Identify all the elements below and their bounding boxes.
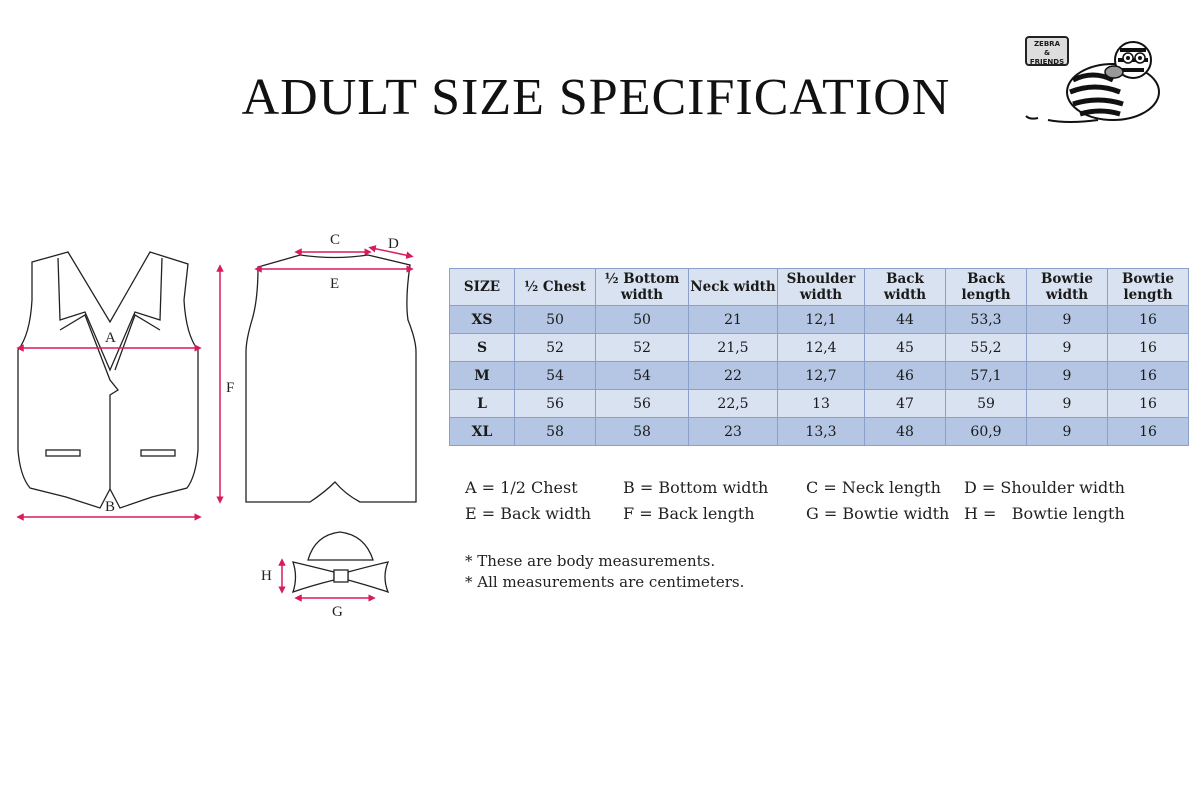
legend-item: C = Neck length (806, 478, 941, 497)
header-half-chest: ½ Chest (515, 269, 596, 306)
table-cell: XS (450, 306, 515, 334)
table-cell: 9 (1027, 390, 1108, 418)
table-cell: 54 (596, 362, 689, 390)
table-cell: 21 (689, 306, 778, 334)
table-cell: 52 (596, 334, 689, 362)
table-cell: 16 (1108, 362, 1189, 390)
table-cell: 16 (1108, 390, 1189, 418)
table-cell: 23 (689, 418, 778, 446)
table-cell: 58 (515, 418, 596, 446)
header-bowtie-width: Bowtie width (1027, 269, 1108, 306)
table-cell: 22 (689, 362, 778, 390)
label-c: C (330, 232, 341, 248)
label-a: A (105, 330, 116, 346)
footnotes (465, 552, 744, 594)
header-neck: Neck width (689, 269, 778, 306)
table-cell: 46 (865, 362, 946, 390)
table-cell: 47 (865, 390, 946, 418)
table-cell: 48 (865, 418, 946, 446)
header-size: SIZE (450, 269, 515, 306)
table-cell: 44 (865, 306, 946, 334)
note-body-measurements: * These are body measurements. (465, 552, 716, 570)
note-units: * All measurements are centimeters. (465, 573, 745, 591)
table-row (450, 362, 1189, 390)
table-cell: 59 (946, 390, 1027, 418)
table-cell: 50 (515, 306, 596, 334)
table-cell: 57,1 (946, 362, 1027, 390)
bowtie-outline (293, 532, 388, 592)
table-cell: 9 (1027, 362, 1108, 390)
legend-item: G = Bowtie width (806, 504, 950, 523)
legend-item: B = Bottom width (623, 478, 769, 497)
table-cell: 54 (515, 362, 596, 390)
table-cell: 22,5 (689, 390, 778, 418)
table-cell: 56 (515, 390, 596, 418)
label-e: E (330, 276, 340, 292)
legend-item: D = Shoulder width (964, 478, 1125, 497)
table-cell: 9 (1027, 306, 1108, 334)
table-cell: 12,4 (778, 334, 865, 362)
table-cell: 12,7 (778, 362, 865, 390)
page-title: ADULT SIZE SPECIFICATION (241, 69, 951, 126)
vest-diagram (0, 0, 450, 640)
table-cell: 58 (596, 418, 689, 446)
table-cell: S (450, 334, 515, 362)
legend-item: F = Back length (623, 504, 755, 523)
vest-back-outline (246, 255, 416, 502)
table-cell: 55,2 (946, 334, 1027, 362)
logo-wordmark: ZEBRA & FRIENDS (1025, 36, 1069, 66)
table-cell: 56 (596, 390, 689, 418)
table-cell: 45 (865, 334, 946, 362)
table-cell: 50 (596, 306, 689, 334)
zebra-friends-logo (1018, 30, 1163, 130)
table-cell: L (450, 390, 515, 418)
label-h: H (261, 568, 272, 584)
table-cell: 21,5 (689, 334, 778, 362)
table-cell: M (450, 362, 515, 390)
legend-item: H = Bowtie length (964, 504, 1125, 523)
header-back-width: Back width (865, 269, 946, 306)
table-cell: XL (450, 418, 515, 446)
table-row (450, 306, 1189, 334)
table-cell: 16 (1108, 418, 1189, 446)
table-cell: 12,1 (778, 306, 865, 334)
table-cell: 16 (1108, 334, 1189, 362)
label-g: G (332, 604, 343, 620)
table-cell: 53,3 (946, 306, 1027, 334)
table-row (450, 390, 1189, 418)
size-table (449, 268, 1189, 446)
header-half-bottom: ½ Bottom width (596, 269, 689, 306)
label-d: D (388, 236, 399, 252)
legend-item: A = 1/2 Chest (465, 478, 578, 497)
table-row (450, 334, 1189, 362)
header-shoulder: Shoulder width (778, 269, 865, 306)
table-cell: 13 (778, 390, 865, 418)
vest-front-outline (18, 252, 198, 508)
label-b: B (105, 499, 116, 515)
table-header-row (450, 269, 1189, 306)
table-cell: 52 (515, 334, 596, 362)
table-row (450, 418, 1189, 446)
table-cell: 9 (1027, 418, 1108, 446)
legend-item: E = Back width (465, 504, 592, 523)
header-bowtie-length: Bowtie length (1108, 269, 1189, 306)
table-cell: 16 (1108, 306, 1189, 334)
header-back-length: Back length (946, 269, 1027, 306)
label-f: F (226, 380, 235, 396)
table-cell: 9 (1027, 334, 1108, 362)
table-cell: 60,9 (946, 418, 1027, 446)
table-cell: 13,3 (778, 418, 865, 446)
